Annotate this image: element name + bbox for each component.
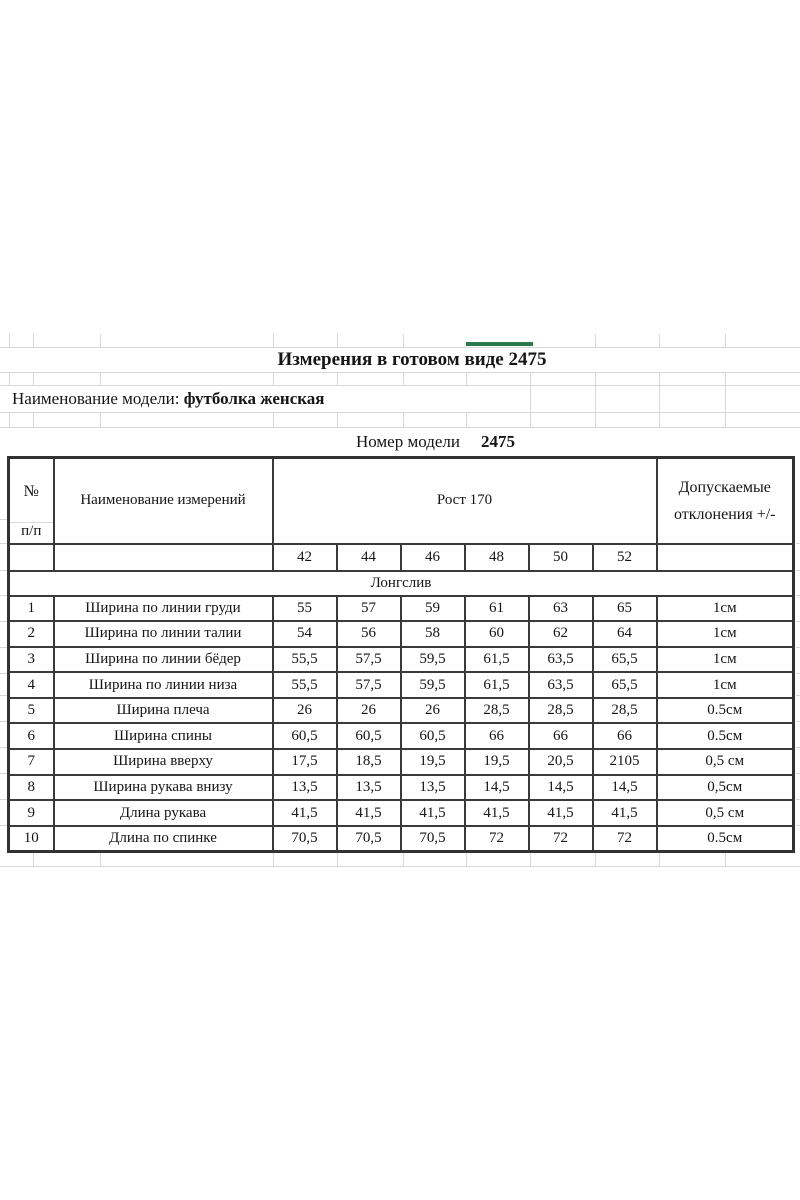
sheet-gridline [796, 825, 800, 826]
model-number-value-cell[interactable]: 2475 [481, 432, 515, 451]
sheet-gridline [796, 773, 800, 774]
sheet-gridline [100, 372, 101, 385]
cell-measure-name[interactable]: Ширина рукава внизу [54, 775, 273, 801]
cell-size-value[interactable]: 61 [465, 596, 529, 622]
cell-size-value[interactable]: 41,5 [529, 800, 593, 826]
sheet-gridline [659, 853, 660, 866]
cell-size-value[interactable]: 41,5 [465, 800, 529, 826]
cell-measure-name[interactable]: Длина по спинке [54, 826, 273, 852]
header-tolerance-cell[interactable] [657, 458, 794, 544]
cell-size-value[interactable]: 57,5 [337, 647, 401, 673]
sheet-gridline [659, 372, 660, 385]
cell-measure-name[interactable]: Ширина по линии бёдер [54, 647, 273, 673]
table-row [9, 672, 794, 698]
sheet-gridline [725, 853, 726, 866]
sheet-gridline [403, 372, 404, 385]
sheet-gridline [595, 412, 596, 427]
sheet-gridline [796, 543, 800, 544]
cell-size-value[interactable]: 14,5 [593, 775, 657, 801]
cell-size-value[interactable]: 55 [273, 596, 337, 622]
sheet-gridline [273, 334, 274, 347]
model-name-label: Наименование модели: [12, 389, 180, 408]
sheet-gridline [530, 853, 531, 866]
header-no-top: № [23, 482, 39, 500]
cell-size-value[interactable]: 13,5 [337, 775, 401, 801]
sheet-gridline [796, 595, 800, 596]
sheet-gridline [595, 334, 596, 347]
cell-size-value[interactable]: 63 [529, 596, 593, 622]
cell-tolerance[interactable]: 0,5см [657, 775, 794, 801]
cell-size-value[interactable]: 70,5 [273, 826, 337, 852]
header-no-cell[interactable] [9, 458, 54, 544]
cell-size-value[interactable]: 65,5 [593, 647, 657, 673]
cell-size-value[interactable]: 65,5 [593, 672, 657, 698]
header-size-cell[interactable]: 42 [273, 544, 337, 571]
sheet-gridline [796, 673, 800, 674]
sheet-gridline [100, 334, 101, 347]
sheet-gridline [403, 853, 404, 866]
sheet-gridline [659, 334, 660, 347]
cell-size-value[interactable]: 41,5 [273, 800, 337, 826]
cell-size-value[interactable]: 72 [465, 826, 529, 852]
cell-size-value[interactable]: 61,5 [465, 647, 529, 673]
cell-size-value[interactable]: 57 [337, 596, 401, 622]
table-row [9, 826, 794, 852]
cell-measure-name[interactable]: Длина рукава [54, 800, 273, 826]
sheet-gridline [33, 412, 34, 427]
cell-size-value[interactable]: 28,5 [529, 698, 593, 724]
sheet-gridline [796, 721, 800, 722]
cell-size-value[interactable]: 28,5 [465, 698, 529, 724]
header-tolerance-text: Допускаемые отклонения +/- [674, 478, 776, 523]
cell-measure-name[interactable]: Ширина по линии груди [54, 596, 273, 622]
sheet-gridline [725, 372, 726, 385]
cell-size-value[interactable]: 60 [465, 621, 529, 647]
cell-size-value[interactable]: 57,5 [337, 672, 401, 698]
header-size-cell[interactable]: 44 [337, 544, 401, 571]
sheet-gridline [273, 372, 274, 385]
cell-size-value[interactable]: 26 [401, 698, 465, 724]
cell-size-value[interactable]: 54 [273, 621, 337, 647]
model-number-label-cell[interactable]: Номер модели [355, 432, 460, 451]
model-name-cell[interactable] [12, 385, 712, 412]
cell-size-value[interactable]: 65 [593, 596, 657, 622]
sheet-gridline [33, 334, 34, 347]
sheet-gridline [337, 853, 338, 866]
table-row [9, 800, 794, 826]
cell-size-value[interactable]: 2105 [593, 749, 657, 775]
cell-size-value[interactable]: 70,5 [337, 826, 401, 852]
sheet-gridline [796, 695, 800, 696]
cell-size-value[interactable]: 55,5 [273, 672, 337, 698]
cell-row-no[interactable]: 8 [9, 775, 54, 801]
cell-size-value[interactable]: 14,5 [465, 775, 529, 801]
cell-row-no[interactable]: 3 [9, 647, 54, 673]
cell-row-no[interactable]: 4 [9, 672, 54, 698]
sheet-gridline [595, 853, 596, 866]
cell-row-no[interactable]: 9 [9, 800, 54, 826]
sheet-gridline [466, 372, 467, 385]
cell-size-value[interactable]: 41,5 [337, 800, 401, 826]
sheet-gridline [337, 412, 338, 427]
cell-measure-name[interactable]: Ширина вверху [54, 749, 273, 775]
cell-size-value[interactable]: 60,5 [401, 723, 465, 749]
cell-size-value[interactable]: 60,5 [273, 723, 337, 749]
cell-size-value[interactable]: 66 [465, 723, 529, 749]
cell-size-value[interactable]: 41,5 [593, 800, 657, 826]
cell-measure-name[interactable]: Ширина по линии талии [54, 621, 273, 647]
cell-measure-name[interactable]: Ширина по линии низа [54, 672, 273, 698]
sheet-gridline [796, 647, 800, 648]
header-measure-name-cell[interactable]: Наименование измерений [54, 458, 273, 544]
sheet-gridline [403, 412, 404, 427]
sheet-gridline [796, 799, 800, 800]
cell-size-value[interactable]: 63,5 [529, 672, 593, 698]
group-label-cell[interactable]: Лонгслив [9, 571, 794, 596]
cell-size-value[interactable]: 20,5 [529, 749, 593, 775]
cell-size-value[interactable]: 19,5 [465, 749, 529, 775]
cell-tolerance[interactable]: 0.5см [657, 723, 794, 749]
cell-size-value[interactable]: 13,5 [401, 775, 465, 801]
header-size-cell[interactable]: 48 [465, 544, 529, 571]
header-growth-cell[interactable]: Рост 170 [273, 458, 657, 544]
sheet-gridline [530, 412, 531, 427]
cell-row-no[interactable]: 1 [9, 596, 54, 622]
sizes-row-empty-cell[interactable] [657, 544, 794, 571]
cell-tolerance[interactable]: 0,5 см [657, 749, 794, 775]
cell-size-value[interactable]: 41,5 [401, 800, 465, 826]
sheet-gridline [100, 853, 101, 866]
cell-size-value[interactable]: 64 [593, 621, 657, 647]
header-no-bottom: п/п [21, 522, 42, 539]
sheet-gridline [273, 412, 274, 427]
cell-size-value[interactable]: 66 [593, 723, 657, 749]
table-row [9, 698, 794, 724]
sizes-row-empty-cell[interactable] [9, 544, 54, 571]
sheet-gridline [725, 334, 726, 347]
table-row [9, 723, 794, 749]
table-sizes-row [9, 544, 794, 571]
cell-row-no[interactable]: 5 [9, 698, 54, 724]
sheet-gridline [9, 334, 10, 347]
cell-size-value[interactable]: 60,5 [337, 723, 401, 749]
cell-row-no[interactable]: 6 [9, 723, 54, 749]
sheet-gridline [796, 621, 800, 622]
sheet-gridline [0, 866, 800, 867]
sheet-gridline [595, 372, 596, 385]
cell-size-value[interactable]: 13,5 [273, 775, 337, 801]
cell-size-value[interactable]: 56 [337, 621, 401, 647]
table-row [9, 647, 794, 673]
table-row [9, 749, 794, 775]
header-size-cell[interactable]: 52 [593, 544, 657, 571]
cell-size-value[interactable]: 14,5 [529, 775, 593, 801]
cell-row-no[interactable]: 7 [9, 749, 54, 775]
table-group-row [9, 571, 794, 596]
sheet-gridline [33, 853, 34, 866]
sheet-gridline [0, 372, 800, 373]
cell-tolerance[interactable]: 1см [657, 596, 794, 622]
cell-size-value[interactable]: 59,5 [401, 647, 465, 673]
cell-tolerance[interactable]: 0,5 см [657, 800, 794, 826]
cell-tolerance[interactable]: 1см [657, 672, 794, 698]
cell-size-value[interactable]: 26 [337, 698, 401, 724]
cell-size-value[interactable]: 59,5 [401, 672, 465, 698]
sheet-gridline [796, 747, 800, 748]
cell-size-value[interactable]: 72 [529, 826, 593, 852]
sheet-gridline [725, 412, 726, 427]
cell-tolerance[interactable]: 1см [657, 647, 794, 673]
cell-measure-name[interactable]: Ширина плеча [54, 698, 273, 724]
cell-size-value[interactable]: 59 [401, 596, 465, 622]
sheet-gridline [100, 412, 101, 427]
cell-size-value[interactable]: 61,5 [465, 672, 529, 698]
cell-tolerance[interactable]: 0.5см [657, 698, 794, 724]
sheet-gridline [0, 412, 800, 413]
cell-size-value[interactable]: 66 [529, 723, 593, 749]
sheet-gridline [796, 570, 800, 571]
sheet-gridline [273, 853, 274, 866]
sheet-gridline [530, 372, 531, 385]
model-name-value: футболка женская [183, 389, 325, 408]
cell-size-value[interactable]: 62 [529, 621, 593, 647]
cell-size-value[interactable]: 72 [593, 826, 657, 852]
sheet-gridline [659, 412, 660, 427]
sheet-gridline [725, 385, 726, 412]
sizes-row-empty-cell[interactable] [54, 544, 273, 571]
cell-size-value[interactable]: 63,5 [529, 647, 593, 673]
cell-measure-name[interactable]: Ширина спины [54, 723, 273, 749]
cell-row-no[interactable]: 2 [9, 621, 54, 647]
cell-size-value[interactable]: 18,5 [337, 749, 401, 775]
header-size-cell[interactable]: 50 [529, 544, 593, 571]
sheet-gridline [337, 334, 338, 347]
cell-size-value[interactable]: 26 [273, 698, 337, 724]
cell-size-value[interactable]: 19,5 [401, 749, 465, 775]
sheet-title-cell[interactable]: Измерения в готовом виде 2475 [277, 349, 547, 370]
sheet-gridline [9, 372, 10, 385]
cell-tolerance[interactable]: 1см [657, 621, 794, 647]
header-size-cell[interactable]: 46 [401, 544, 465, 571]
sheet-gridline [466, 412, 467, 427]
cell-row-no[interactable]: 10 [9, 826, 54, 852]
sheet-gridline [9, 412, 10, 427]
cell-size-value[interactable]: 70,5 [401, 826, 465, 852]
cell-size-value[interactable]: 28,5 [593, 698, 657, 724]
table-row [9, 621, 794, 647]
sheet-gridline [403, 334, 404, 347]
cell-size-value[interactable]: 58 [401, 621, 465, 647]
sheet-gridline [337, 372, 338, 385]
table-row [9, 775, 794, 801]
cell-tolerance[interactable]: 0.5см [657, 826, 794, 852]
sheet-gridline [466, 853, 467, 866]
selection-indicator [466, 342, 533, 346]
cell-size-value[interactable]: 17,5 [273, 749, 337, 775]
measurements-table [7, 456, 795, 853]
table-header-row [9, 458, 794, 544]
cell-size-value[interactable]: 55,5 [273, 647, 337, 673]
table-row [9, 596, 794, 622]
sheet-gridline [33, 372, 34, 385]
